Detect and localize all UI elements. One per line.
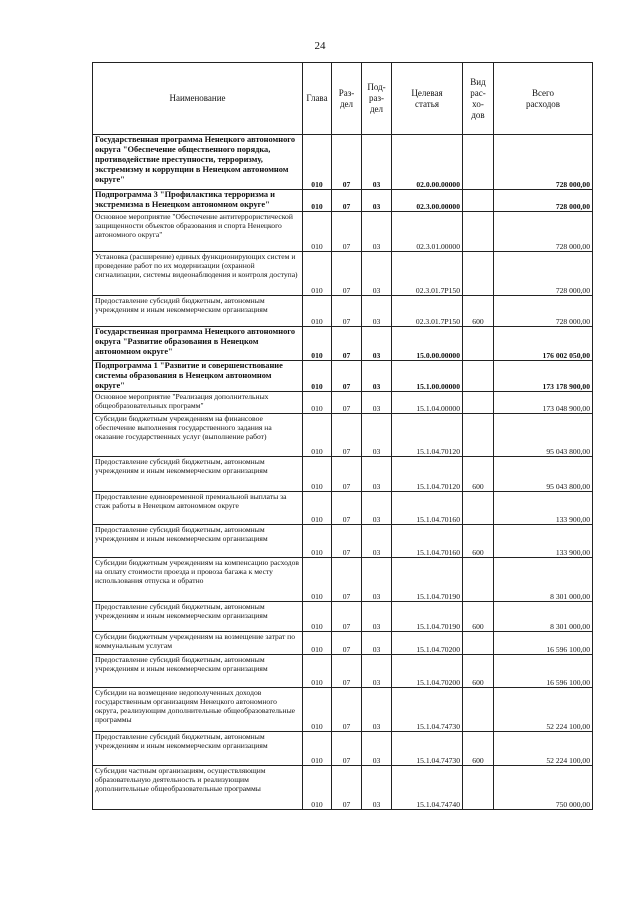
row-section: 07 [332,327,362,361]
row-expense-kind: 600 [463,655,494,688]
row-name: Государственная программа Ненецкого автономного округа "Обеспечение общественного порядка, противодействие преступности, терроризму, экстремизму и коррупции в Ненецком автономном округе" [93,135,303,190]
row-target-article: 15.1.04.74730 [392,688,463,732]
row-name: Субсидии бюджетным учреждениям на компенсацию расходов на оплату стоимости проезда и провоза багажа к месту использования отпуска и обратно [93,558,303,602]
row-expense-kind [463,252,494,296]
row-subsection: 03 [362,688,392,732]
table-row [93,732,593,766]
row-name: Предоставление субсидий бюджетным, автономным учреждениям и иным некоммерческим организациям [93,655,303,688]
row-target-article: 15.1.04.70200 [392,632,463,655]
row-expense-kind [463,135,494,190]
row-name: Подпрограмма 3 "Профилактика терроризма и экстремизма в Ненецком автономном округе" [93,190,303,212]
row-expense-kind [463,632,494,655]
row-chapter: 010 [303,135,332,190]
row-chapter: 010 [303,212,332,252]
row-target-article: 15.1.04.70120 [392,457,463,492]
row-total: 728 000,00 [494,296,593,327]
table-row [93,457,593,492]
row-chapter: 010 [303,766,332,810]
row-target-article: 02.3.01.7Р150 [392,296,463,327]
row-subsection: 03 [362,457,392,492]
table-row [93,190,593,212]
row-subsection: 03 [362,558,392,602]
row-target-article: 02.3.01.00000 [392,212,463,252]
row-subsection: 03 [362,296,392,327]
row-section: 07 [332,296,362,327]
row-chapter: 010 [303,392,332,414]
header-subsection: Под- раз- дел [362,63,392,135]
row-total: 95 043 800,00 [494,457,593,492]
row-name: Предоставление субсидий бюджетным, автономным учреждениям и иным некоммерческим организациям [93,457,303,492]
row-chapter: 010 [303,732,332,766]
row-chapter: 010 [303,655,332,688]
row-expense-kind: 600 [463,732,494,766]
row-name: Субсидии частным организациям, осуществляющим образовательную деятельность и реализующим дополнительные общеобразовательные программы [93,766,303,810]
row-section: 07 [332,361,362,392]
row-section: 07 [332,732,362,766]
row-expense-kind [463,361,494,392]
row-target-article: 15.1.04.70190 [392,602,463,632]
header-chapter: Глава [303,63,332,135]
row-section: 07 [332,190,362,212]
row-total: 8 301 000,00 [494,558,593,602]
header-name: Наименование [93,63,303,135]
table-row [93,361,593,392]
table-row [93,135,593,190]
header-section: Раз- дел [332,63,362,135]
row-expense-kind [463,327,494,361]
table-row [93,327,593,361]
row-subsection: 03 [362,212,392,252]
row-target-article: 15.1.04.74740 [392,766,463,810]
row-expense-kind [463,766,494,810]
table-row [93,492,593,525]
row-subsection: 03 [362,252,392,296]
row-name: Предоставление субсидий бюджетным, автономным учреждениям и иным некоммерческим организациям [93,732,303,766]
row-section: 07 [332,655,362,688]
row-chapter: 010 [303,492,332,525]
row-section: 07 [332,688,362,732]
row-target-article: 02.3.00.00000 [392,190,463,212]
row-target-article: 15.1.04.70200 [392,655,463,688]
row-subsection: 03 [362,492,392,525]
row-name: Установка (расширение) единых функционирующих систем и проведение работ по их модернизации (охранной сигнализации, системы видеонаблюдения и контроля доступа) [93,252,303,296]
row-total: 728 000,00 [494,190,593,212]
table-row [93,525,593,558]
row-name: Субсидии бюджетным учреждениям на возмещение затрат по коммунальным услугам [93,632,303,655]
row-subsection: 03 [362,655,392,688]
row-name: Подпрограмма 1 "Развитие и совершенствование системы образования в Ненецком автономном округе" [93,361,303,392]
row-expense-kind [463,392,494,414]
row-chapter: 010 [303,525,332,558]
row-target-article: 15.0.00.00000 [392,327,463,361]
row-total: 133 900,00 [494,525,593,558]
row-total: 95 043 800,00 [494,414,593,457]
row-name: Предоставление единовременной премиальной выплаты за стаж работы в Ненецком автономном округе [93,492,303,525]
row-section: 07 [332,212,362,252]
row-subsection: 03 [362,525,392,558]
table-row [93,212,593,252]
row-expense-kind [463,212,494,252]
row-chapter: 010 [303,632,332,655]
table-row [93,688,593,732]
row-target-article: 15.1.04.74730 [392,732,463,766]
expenditure-table [92,62,593,810]
row-target-article: 15.1.00.00000 [392,361,463,392]
row-subsection: 03 [362,135,392,190]
row-name: Предоставление субсидий бюджетным, автономным учреждениям и иным некоммерческим организациям [93,296,303,327]
table-row [93,602,593,632]
table-row [93,414,593,457]
row-section: 07 [332,252,362,296]
row-total: 176 002 050,00 [494,327,593,361]
row-expense-kind [463,414,494,457]
row-target-article: 15.1.04.70160 [392,525,463,558]
row-target-article: 15.1.04.70190 [392,558,463,602]
row-name: Субсидии бюджетным учреждениям на финансовое обеспечение выполнения государственного задания на оказание государственных услуг (выполнение работ) [93,414,303,457]
row-chapter: 010 [303,327,332,361]
row-section: 07 [332,457,362,492]
table-row [93,655,593,688]
row-chapter: 010 [303,296,332,327]
header-target: Целевая статья [392,63,463,135]
row-total: 173 048 900,00 [494,392,593,414]
table-row [93,296,593,327]
table-row [93,632,593,655]
row-target-article: 02.0.00.00000 [392,135,463,190]
table-header-row [93,63,593,135]
row-section: 07 [332,558,362,602]
row-subsection: 03 [362,766,392,810]
row-section: 07 [332,525,362,558]
row-subsection: 03 [362,392,392,414]
row-chapter: 010 [303,558,332,602]
row-section: 07 [332,632,362,655]
row-section: 07 [332,414,362,457]
row-target-article: 02.3.01.7Р150 [392,252,463,296]
row-total: 750 000,00 [494,766,593,810]
row-section: 07 [332,492,362,525]
row-target-article: 15.1.04.70120 [392,414,463,457]
row-expense-kind [463,558,494,602]
row-total: 728 000,00 [494,135,593,190]
row-total: 52 224 100,00 [494,688,593,732]
row-chapter: 010 [303,361,332,392]
row-total: 728 000,00 [494,252,593,296]
header-kind: Вид рас- хо- дов [463,63,494,135]
row-chapter: 010 [303,252,332,296]
row-subsection: 03 [362,632,392,655]
table-row [93,558,593,602]
row-total: 8 301 000,00 [494,602,593,632]
row-expense-kind: 600 [463,602,494,632]
row-expense-kind: 600 [463,525,494,558]
row-name: Предоставление субсидий бюджетным, автономным учреждениям и иным некоммерческим организациям [93,602,303,632]
row-target-article: 15.1.04.00000 [392,392,463,414]
page-number: 24 [314,40,326,52]
table-row [93,392,593,414]
header-total: Всего расходов [494,63,593,135]
row-expense-kind: 600 [463,296,494,327]
row-chapter: 010 [303,688,332,732]
row-subsection: 03 [362,327,392,361]
row-section: 07 [332,766,362,810]
row-expense-kind [463,492,494,525]
row-subsection: 03 [362,190,392,212]
table-row [93,766,593,810]
row-expense-kind [463,688,494,732]
row-section: 07 [332,602,362,632]
row-name: Субсидии на возмещение недополученных доходов государственным организациям Ненецкого автономного округа, реализующим дополнительные общеобразовательные программы [93,688,303,732]
row-expense-kind [463,190,494,212]
row-expense-kind: 600 [463,457,494,492]
row-subsection: 03 [362,602,392,632]
row-subsection: 03 [362,732,392,766]
row-total: 16 596 100,00 [494,632,593,655]
row-name: Государственная программа Ненецкого автономного округа "Развитие образования в Ненецком автономном округе" [93,327,303,361]
row-subsection: 03 [362,414,392,457]
row-name: Предоставление субсидий бюджетным, автономным учреждениям и иным некоммерческим организациям [93,525,303,558]
row-total: 16 596 100,00 [494,655,593,688]
row-total: 173 178 900,00 [494,361,593,392]
row-chapter: 010 [303,602,332,632]
table-row [93,252,593,296]
row-total: 728 000,00 [494,212,593,252]
row-section: 07 [332,135,362,190]
row-chapter: 010 [303,414,332,457]
row-chapter: 010 [303,190,332,212]
row-target-article: 15.1.04.70160 [392,492,463,525]
row-name: Основное мероприятие "Реализация дополнительных общеобразовательных программ" [93,392,303,414]
row-total: 133 900,00 [494,492,593,525]
row-name: Основное мероприятие "Обеспечение антитеррористической защищенности объектов образования и спорта Ненецкого автономного округа" [93,212,303,252]
row-subsection: 03 [362,361,392,392]
row-section: 07 [332,392,362,414]
row-total: 52 224 100,00 [494,732,593,766]
row-chapter: 010 [303,457,332,492]
